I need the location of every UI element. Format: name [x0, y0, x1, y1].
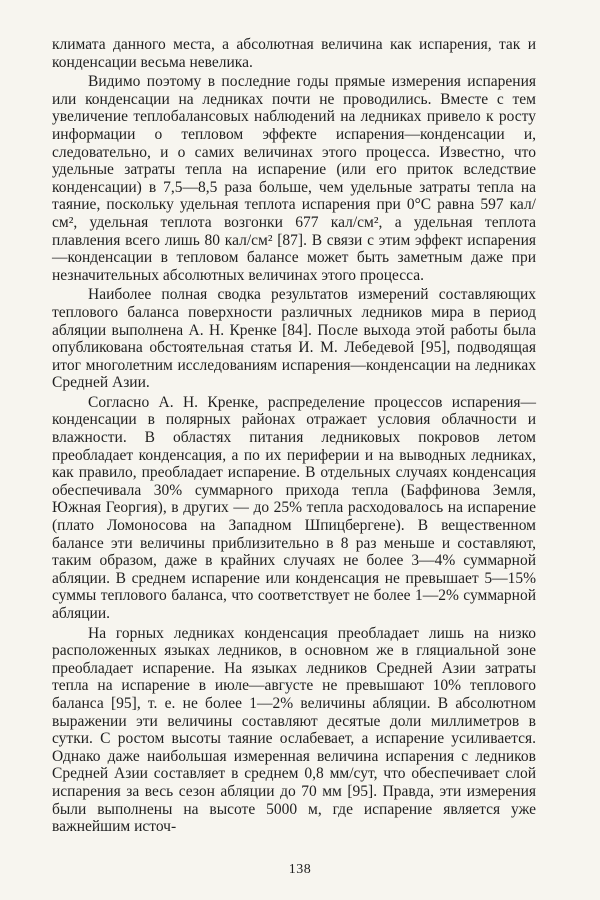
paragraph-continuation: климата данного места, а абсолютная величина как испарения, так и конденсации весьма невелика. — [52, 36, 536, 71]
paragraph-mountain-glaciers: На горных ледниках конденсация преобладает лишь на низко расположенных языках ледников, в основном же в гляциальной зоне преобладает испарение. На языках ледников Средней Азии затраты тепла на испарение в июле—августе не превышают 10% теплового баланса [95], т. е. не более 1—2% величины абляции. В абсолютном выражении эти величины составляют десятые доли миллиметров в сутки. С ростом высоты таяние ослабевает, а испарение усиливается. Однако даже наибольшая измеренная величина испарения с ледников Средней Азии составляет в среднем 0,8 мм/сут, что обеспечивает слой испарения за весь сезон абляции до 70 мм [95]. Правда, эти измерения были выполнены на высоте 5000 м, где испарение является уже важнейшим источ- — [52, 624, 536, 836]
paragraph-polar-regions: Согласно А. Н. Кренке, распределение процессов испарения—конденсации в полярных районах отражает условия облачности и влажности. В областях питания ледниковых покровов летом преобладает конденсация, а по их периферии и на выводных ледниках, как правило, преобладает испарение. В отдельных случаях конденсация обеспечивала 30% суммарного прихода тепла (Баффинова Земля, Южная Георгия), в других — до 25% тепла расходовалось на испарение (плато Ломоносова на Западном Шпицбергене). В вещественном балансе эти величины приблизительно в 8 раз меньше и составляют, таким образом, даже в крайних случаях не более 3—4% суммарной абляции. В среднем испарение или конденсация не превышает 5—15% суммы теплового баланса, что соответствует не более 1—2% суммарной абляции. — [52, 393, 536, 622]
page-number: 138 — [288, 862, 312, 877]
paragraph-evaporation-measurements: Видимо поэтому в последние годы прямые измерения испарения или конденсации на ледниках почти не проводились. Вместе с тем увеличение теплобалансовых наблюдений на ледниках привело к росту информации о тепловом эффекте испарения—конденсации и, следовательно, и о самих величинах этого процесса. Известно, что удельные затраты тепла на испарение (или его приток вследствие конденсации) в 7,5—8,5 раза больше, чем удельные затраты тепла на таяние, поскольку удельная теплота испарения при 0°С равна 597 кал/см², удельная теплота возгонки 677 кал/см², а удельная теплота плавления всего лишь 80 кал/см² [87]. В связи с этим эффект испарения—конденсации в тепловом балансе может быть заметным даже при незначительных абсолютных величинах этого процесса. — [52, 73, 536, 284]
paragraph-heat-balance-summary: Наиболее полная сводка результатов измерений составляющих теплового баланса поверхности различных ледников мира в период абляции выполнена А. Н. Кренке [84]. После выхода этой работы была опубликована обстоятельная статья И. М. Лебедевой [95], подводящая итог многолетним исследованиям испарения—конденсации на ледниках Средней Азии. — [52, 286, 536, 392]
